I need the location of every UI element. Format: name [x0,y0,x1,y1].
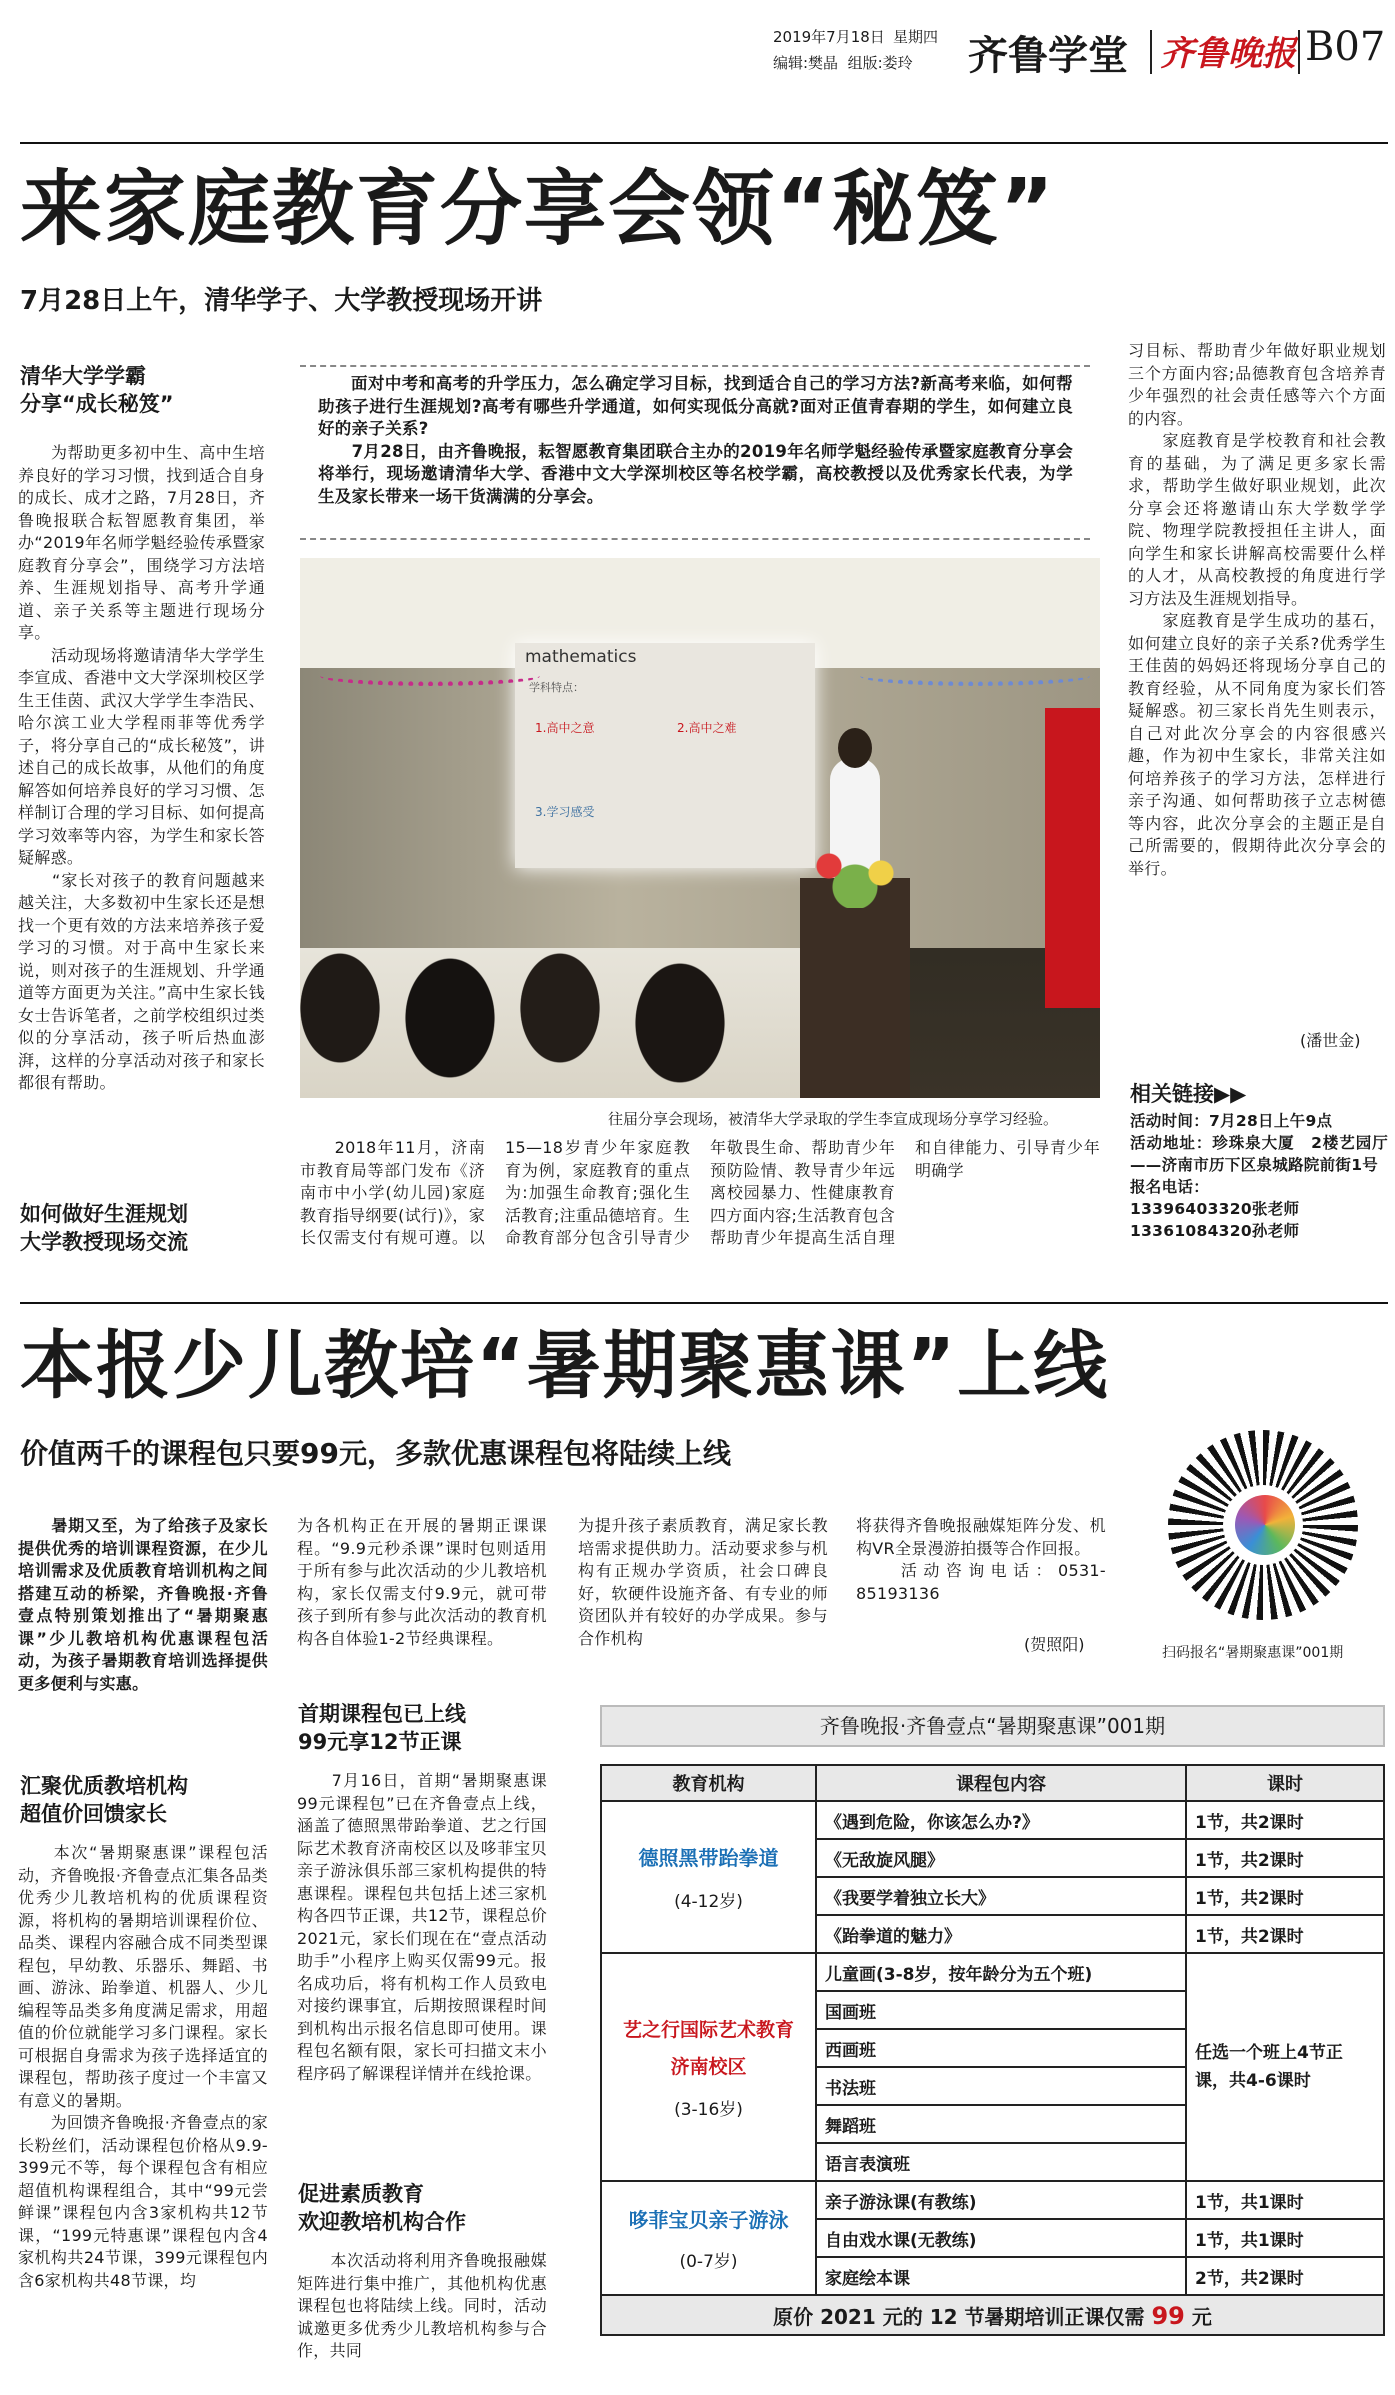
org-name-line2: 济南校区 [670,2055,747,2078]
hours-cell: 1节，共1课时 [1186,2219,1384,2257]
speaker-head [838,728,872,768]
col-d-text: 将获得齐鲁晚报融媒矩阵分发、机构VR全景漫游拍摄等合作回报。 活动咨询电话：0531-85193136 [856,1516,1106,1603]
qr-caption: 扫码报名“暑期聚惠课”001期 [1162,1645,1344,1661]
article2-lead: 暑期又至，为了给孩子及家长提供优秀的培训课程资源，在少儿培训需求及优质教育培训机构之间搭建互动的桥梁，齐鲁晚报·齐鲁壹点特别策划推出了“暑期聚惠课”少儿教培机构优惠课程包活动，为孩子暑期教育培训选择提供更多便利与实惠。 [18,1516,268,1693]
article2-title: 本报少儿教培“暑期聚惠课”上线 [20,1323,1110,1409]
photo-caption: 往届分享会现场，被清华大学录取的学生李宣成现场分享学习经验。 [608,1110,1059,1128]
slide-title: mathematics [525,647,637,667]
col-b-text-3: 本次活动将利用齐鲁晚报融媒矩阵进行集中推广，其他机构优惠课程包也将陆续上线。同时，活动诚邀更多优秀少儿教培机构参与合作，共同 [297,2251,547,2360]
slide-line-3: 2.高中之难 [677,721,737,735]
col-c-text: 为提升孩子素质教育，满足家长教培需求提供助力。活动要求参与机构有正规办学资质，社会口碑良好，软硬件设施齐备、有专业的师资团队并有较好的办学成果。参与合作机构 [578,1516,828,1648]
course-cell: 儿童画(3-8岁，按年龄分为五个班) [816,1953,1186,1991]
article-divider [20,1302,1388,1304]
course-cell: 舞蹈班 [816,2105,1186,2143]
col-a-text: 本次“暑期聚惠课”课程包活动，齐鲁晚报·齐鲁壹点汇集各品类优秀少儿教培机构的优质课程资源，将机构的暑期培训课程价位、品类、课程内容融合成不同类型课程包，早幼教、乐器乐、舞蹈、书画、游泳、跆拳道、机器人、少儿编程等品类多角度满足需求，用超值的价位就能学习多门课程。家长可根据自身需求为孩子选择适宜的课程包，帮助孩子度过一个丰富又有意义的暑期。 为回馈齐鲁晚报·齐鲁壹点的家长粉丝们，活动课程包价格从9.9-399元不等，每个课程包含有相应超值机构课程组合，其中“99元尝鲜课”课程包内含3家机构共12节课，“199元特惠课”课程包内含4家机构共24节课，399元课程包内含6家机构共48节课，均 [18,1843,268,2290]
hours-cell: 1节，共2课时 [1186,1801,1384,1839]
course-cell: 《遇到危险，你该怎么办?》 [816,1801,1186,1839]
course-cell: 家庭绘本课 [816,2257,1186,2295]
org-cell-taekwondo [601,1801,816,1953]
org-age: (4-12岁) [674,1892,743,1912]
col-b-text-2: 7月16日，首期“暑期聚惠课99元课程包”已在齐鲁壹点上线，涵盖了德照黑带跆拳道、艺之行国际艺术教育济南校区以及哆菲宝贝亲子游泳俱乐部三家机构提供的特惠课程。课程包共包括上述三家机构各四节正课，共12节，课程总价2021元，家长们现在在“壹点活动助手”小程序上购买仅需99元。报名成功后，将有机构工作人员致电对接约课事宜，后期按照课程时间到机构出示报名信息即可使用。课程包名额有限，家长可扫描文末小程序码了解课程详情并在线抢课。 [297,1771,547,2083]
podium [800,878,910,1098]
course-cell: 语言表演班 [816,2143,1186,2181]
garland-right [860,666,1090,686]
article1-subtitle: 7月28日上午，清华学子、大学教授现场开讲 [20,286,543,316]
header-date: 2019年7月18日 [773,28,885,46]
hours-cell-art: 任选一个班上4节正课，共4-6课时 [1186,1953,1384,2181]
course-table-title: 齐鲁晚报·齐鲁壹点“暑期聚惠课”001期 [600,1705,1385,1747]
qr-code[interactable] [1168,1430,1358,1620]
table-header-org: 教育机构 [601,1765,816,1801]
qr-center [1223,1485,1303,1565]
course-cell: 自由戏水课(无教练) [816,2219,1186,2257]
page-number: B07 [1305,24,1386,70]
hours-cell: 1节，共2课时 [1186,1839,1384,1877]
flag [1045,708,1100,1008]
course-cell: 《无敌旋风腿》 [816,1839,1186,1877]
col1-text: 为帮助更多初中生、高中生培养良好的学习习惯，找到适合自身的成长、成才之路，7月28日，齐鲁晚报联合耘智愿教育集团，举办“2019年名师学魁经验传承暨家庭教育分享会”，围绕学习方法培养、生涯规划指导、高考升学通道、亲子关系等主题进行现场分享。 活动现场将邀请清华大学学生李宣成、香港中文大学深圳校区学生王佳茵、武汉大学学生李浩民、哈尔滨工业大学程雨菲等优秀学子，将分享自己的“成长秘笈”，讲述自己的成长故事，从他们的角度解答如何培养良好的学习习惯、怎样制订合理的学习目标、如何提高学习效率等内容，为学生和家长答疑解惑。 “家长对孩子的教育问题越来越关注，大多数初中生家长还是想找一个更有效的方法来培养孩子爱学习的习惯。对于高中生家长来说，则对孩子的生涯规划、升学通道等方面更为关注。”高中生家长钱女士告诉笔者，之前学校组织过类似的分享活动，孩子听后热血澎湃，这样的分享活动对孩子和家长都很有帮助。 [18,443,265,1092]
garland-left [320,666,540,686]
hours-cell: 1节，共2课时 [1186,1877,1384,1915]
slide-line-1: 学科特点： [529,681,584,694]
article1-bottom-text: 2018年11月，济南市教育局等部门发布《济南市中小学(幼儿园)家庭教育指导纲要(试行)》，家长仅需支付有规可遵。以15—18岁青少年家庭教育为例，家庭教育的重点为:加强生命教育;强化生活教育;注重品德培育。生命教育部分包含引导青少年敬畏生命、帮助青少年预防险情、教导青少年远离校园暴力、性健康教育四方面内容;生活教育包含帮助青少年提高生活自理和自律能力、引导青少年明确学 [300,1138,1100,1247]
course-cell: 亲子游泳课(有教练) [816,2181,1186,2219]
footer-price: 99 [1151,2301,1185,2330]
article1-title: 来家庭教育分享会领“秘笈” [20,162,1056,257]
footer-unit: 元 [1191,2304,1212,2329]
col-a-heading: 汇聚优质教培机构 超值价回馈家长 [20,1774,188,1826]
table-footer [601,2295,1384,2335]
flowers [790,838,920,908]
event-photo [300,558,1100,1098]
course-cell: 国画班 [816,1991,1186,2029]
related-links-heading: 相关链接▶▶ [1130,1082,1247,1106]
article1-right-text: 习目标、帮助青少年做好职业规划三个方面内容;品德教育包含培养青少年强烈的社会责任感等六个方面的内容。 家庭教育是学校教育和社会教育的基础，为了满足更多家长需求，帮助学生做好职业规划，此次分享会还将邀请山东大学数学学院、物理学院教授担任主讲人，面向学生和家长讲解高校需要什么样的人才，从高校教授的角度进行学习方法及生涯规划指导。 家庭教育是学生成功的基石，如何建立良好的亲子关系?优秀学生王佳茵的妈妈还将现场分享自己的教育经验，从不同角度为家长们答疑解惑。初三家长肖先生则表示，自己对此次分享会的内容很感兴趣，作为初中生家长，非常关注如何培养孩子的学习方法，怎样进行亲子沟通、如何帮助孩子立志树德等内容，此次分享会的主题正是自己所需要的，假期待此次分享会的举行。 [1128,341,1386,878]
course-cell: 西画班 [816,2029,1186,2067]
footer-text: 原价 2021 元的 12 节暑期培训正课仅需 [773,2304,1145,2329]
col-b-heading-2: 促进素质教育 欢迎教培机构合作 [298,2182,466,2234]
col1-heading-2: 如何做好生涯规划 大学教授现场交流 [20,1202,188,1254]
course-cell: 《我要学着独立长大》 [816,1877,1186,1915]
org-name: 艺之行国际艺术教育 [622,2018,794,2041]
hours-cell: 1节，共1课时 [1186,2181,1384,2219]
org-cell-art [601,1953,816,2181]
header-rule [20,142,1388,144]
org-cell-swim [601,2181,816,2295]
col-b-heading: 首期课程包已上线 99元享12节正课 [298,1702,466,1754]
org-name: 哆菲宝贝亲子游泳 [628,2208,789,2232]
course-cell: 《跆拳道的魅力》 [816,1915,1186,1953]
table-header-course: 课程包内容 [816,1765,1186,1801]
header-divider-2 [1298,30,1300,74]
header-weekday: 星期四 [893,28,939,46]
projection-screen [515,643,815,868]
course-table [600,1764,1385,2336]
audience [300,948,800,1098]
lead-box [300,365,1090,540]
article2-subtitle: 价值两千的课程包只要99元，多款优惠课程包将陆续上线 [20,1437,731,1470]
page-header [0,0,1395,90]
lead-text: 面对中考和高考的升学压力，怎么确定学习目标，找到适合自己的学习方法?新高考来临，如何帮助孩子进行生涯规划?高考有哪些升学通道，如何实现低分高就?面对正值青春期的学生，如何建立良好的亲子关系? 7月28日，由齐鲁晚报，耘智愿教育集团联合主办的2019年名师学魁经验传承暨家庭教育分享会将举行，现场邀请清华大学、香港中文大学深圳校区等名校学霸，高校教授以及优秀家长代表，为学生及家长带来一场干货满满的分享会。 [318,374,1073,506]
hours-cell: 2节，共2课时 [1186,2257,1384,2295]
org-age: (0-7岁) [679,2252,738,2272]
related-links-text: 活动时间：7月28日上午9点 活动地址：珍珠泉大厦 2楼艺园厅——济南市历下区泉城路院前街1号 报名电话： 13396403320张老师 13361084320孙老师 [1130,1112,1388,1240]
col1-heading: 清华大学学霸 分享“成长秘笈” [20,364,174,416]
hours-cell: 1节，共2课时 [1186,1915,1384,1953]
header-editors: 编辑:樊晶 组版:娄玲 [773,54,913,72]
qr-logo-icon [1235,1495,1295,1555]
table-header-hours: 课时 [1186,1765,1384,1801]
slide-line-4: 3.学习感受 [535,805,595,819]
slide-line-2: 1.高中之意 [535,721,595,735]
col-b-text: 为各机构正在开展的暑期正课课程。“9.9元秒杀课”课时包则适用于所有参与此次活动的少儿教培机构，家长仅需支付9.9元，就可带孩子到所有参与此次活动的教育机构各自体验1-2节经典课程。 [297,1516,547,1648]
header-divider [1150,30,1152,74]
paper-logo: 齐鲁晚报 [1160,34,1296,74]
article1-byline: (潘世金) [1300,1031,1361,1050]
article2-byline: (贺照阳) [1024,1635,1085,1654]
org-age: (3-16岁) [674,2099,743,2120]
section-name: 齐鲁学堂 [968,32,1128,79]
course-cell: 书法班 [816,2067,1186,2105]
org-name: 德照黑带跆拳道 [638,1846,779,1870]
